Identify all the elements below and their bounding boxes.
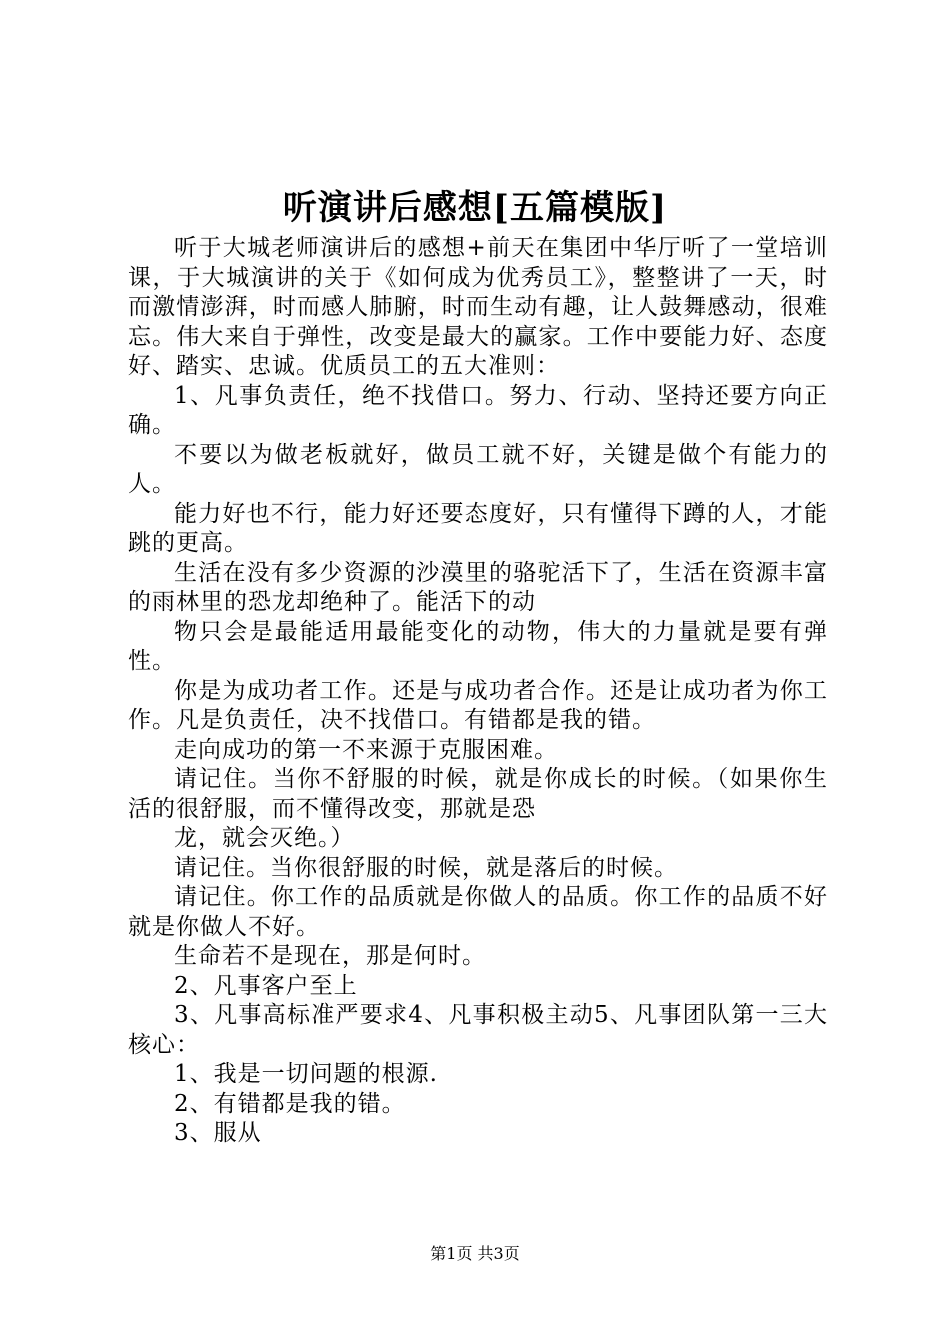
paragraph: 物只会是最能适用最能变化的动物，伟大的力量就是要有弹性。 bbox=[128, 618, 828, 674]
paragraph: 听于大城老师演讲后的感想+前天在集团中华厅听了一堂培训课，于大城演讲的关于《如何成为优秀员工》，整整讲了一天，时而激情澎湃，时而感人肺腑，时而生动有趣，让人鼓舞感动，很难忘。伟大来自于弹性，改变是最大的赢家。工作中要能力好、态度好、踏实、忠诚。优质员工的五大准则： bbox=[128, 235, 828, 379]
document-title: 听演讲后感想[五篇模版] bbox=[282, 188, 668, 228]
paragraph: 3、凡事高标准严要求4、凡事积极主动5、凡事团队第一三大核心： bbox=[128, 1002, 828, 1058]
paragraph: 不要以为做老板就好，做员工就不好，关键是做个有能力的人。 bbox=[128, 441, 828, 497]
document-body bbox=[128, 234, 828, 1149]
paragraph: 走向成功的第一不来源于克服困难。 bbox=[174, 736, 558, 763]
paragraph: 能力好也不行，能力好还要态度好，只有懂得下蹲的人，才能跳的更高。 bbox=[128, 500, 828, 556]
paragraph: 2、有错都是我的错。 bbox=[174, 1090, 406, 1117]
paragraph: 2、凡事客户至上 bbox=[174, 972, 358, 999]
paragraph: 请记住。你工作的品质就是你做人的品质。你工作的品质不好就是你做人不好。 bbox=[128, 884, 828, 940]
paragraph: 生活在没有多少资源的沙漠里的骆驼活下了，生活在资源丰富的雨林里的恐龙却绝种了。能活下的动 bbox=[128, 559, 828, 615]
paragraph: 生命若不是现在，那是何时。 bbox=[174, 943, 486, 969]
page-footer: 第1页 共3页 bbox=[430, 1244, 520, 1263]
paragraph: 请记住。当你不舒服的时候，就是你成长的时候。（如果你生活的很舒服，而不懂得改变，那就是恐 bbox=[128, 766, 828, 822]
paragraph: 你是为成功者工作。还是与成功者合作。还是让成功者为你工作。凡是负责任，决不找借口。有错都是我的错。 bbox=[128, 677, 828, 733]
paragraph: 请记住。当你很舒服的时候，就是落后的时候。 bbox=[174, 854, 678, 881]
paragraph: 龙，就会灭绝。） bbox=[174, 825, 355, 851]
paragraph: 1、我是一切问题的根源. bbox=[174, 1061, 438, 1087]
paragraph: 3、服从 bbox=[174, 1120, 262, 1146]
paragraph: 1、凡事负责任，绝不找借口。努力、行动、坚持还要方向正确。 bbox=[128, 382, 828, 438]
